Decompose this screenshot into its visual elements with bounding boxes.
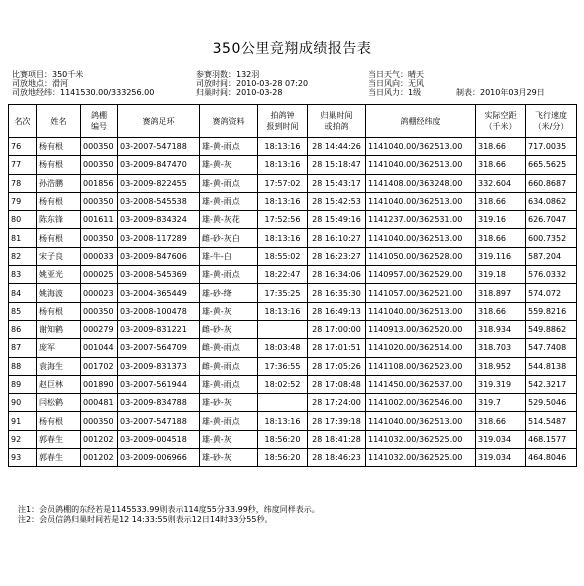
table-cell: 1141450.00/362537.00 [366,375,476,393]
table-cell: 84 [9,284,37,302]
table-cell: 001611 [81,211,118,229]
table-cell: 雄-砂-灰 [200,449,258,467]
table-row [9,430,577,448]
table-cell: 03-2009-831373 [118,357,200,375]
table-cell: 587.204 [526,247,577,265]
table-cell: 542.3217 [526,375,577,393]
table-cell: 000481 [81,394,118,412]
table-cell: 28 15:18:47 [308,156,366,174]
table-header-row [9,105,577,138]
table-cell: 576.0332 [526,266,577,284]
table-row [9,211,577,229]
table-cell: 318.934 [476,320,526,338]
table-cell: 318.703 [476,339,526,357]
col-clock-time: 拍鸽钟 报到时间 [258,105,308,138]
table-cell: 杨有根 [37,229,81,247]
table-cell: 雄-黄-雨点 [200,266,258,284]
table-cell: 626.7047 [526,211,577,229]
table-cell: 529.5046 [526,394,577,412]
table-cell: 318.66 [476,412,526,430]
table-cell: 03-2008-100478 [118,302,200,320]
table-cell: 郭春生 [37,449,81,467]
table-cell: 001856 [81,174,118,192]
table-cell: 28 17:39:18 [308,412,366,430]
table-cell: 雄-黄-雨点 [200,174,258,192]
report-title: 350公里竞翔成绩报告表 [212,41,372,57]
table-cell: 1140957.00/362529.00 [366,266,476,284]
table-cell: 318.66 [476,192,526,210]
footnotes [18,505,320,525]
table-cell: 雄-砂-灰 [200,394,258,412]
table-cell: 28 17:05:26 [308,357,366,375]
table-cell: 雄-黄-雨点 [200,192,258,210]
table-cell: 600.7352 [526,229,577,247]
release-time: 司放时间：2010-03-28 07:20 [196,79,309,88]
table-cell: 28 17:01:51 [308,339,366,357]
release-coords: 司放地经纬：1141530.00/333256.00 [12,88,155,97]
table-cell: 79 [9,192,37,210]
return-date: 归巢时间：2010-03-28 [196,88,283,97]
table-cell: 319.18 [476,266,526,284]
table-cell: 001890 [81,375,118,393]
table-cell: 319.7 [476,394,526,412]
table-cell: 000350 [81,138,118,156]
note-1: 注1：会员鸽棚的东经若是1145533.99则表示114度55分33.99秒，纬度同样表示。 [18,505,320,514]
table-cell: 03-2008-117289 [118,229,200,247]
col-name: 姓名 [37,105,81,138]
table-row [9,320,577,338]
table-cell: 18:13:16 [258,156,308,174]
table-cell: 000350 [81,229,118,247]
table-cell: 雄-黄-灰 [200,302,258,320]
table-cell: 000350 [81,302,118,320]
table-cell: 574.072 [526,284,577,302]
table-cell: 28 18:41:28 [308,430,366,448]
weather: 当日天气：晴天 [368,70,424,79]
table-cell: 03-2009-847470 [118,156,200,174]
table-cell: 547.7408 [526,339,577,357]
col-rank: 名次 [9,105,37,138]
table-cell: 17:36:55 [258,357,308,375]
table-cell: 18:13:16 [258,412,308,430]
table-cell: 28 16:49:13 [308,302,366,320]
table-cell: 03-2009-822455 [118,174,200,192]
race-item: 比赛项目：350千米 [12,70,84,79]
col-distance: 实际空距 （千米） [476,105,526,138]
table-cell: 18:22:47 [258,266,308,284]
table-cell: 001702 [81,357,118,375]
table-cell: 18:56:20 [258,449,308,467]
table-cell: 468.1577 [526,430,577,448]
table-cell: 03-2007-547188 [118,138,200,156]
col-ring: 赛鸽足环 [118,105,200,138]
table-cell: 28 16:23:27 [308,247,366,265]
table-cell: 90 [9,394,37,412]
table-cell: 92 [9,430,37,448]
table-cell: 28 17:24:00 [308,394,366,412]
table-cell: 332.604 [476,174,526,192]
table-cell: 28 16:34:06 [308,266,366,284]
col-arrival: 归巢时间 或拍鸽 [308,105,366,138]
table-cell: 杨有根 [37,192,81,210]
table-cell: 赵巨林 [37,375,81,393]
table-cell: 03-2009-834324 [118,211,200,229]
table-cell: 03-2007-547188 [118,412,200,430]
table-cell: 001202 [81,430,118,448]
wind-force: 当日风力：1级 [368,88,422,97]
table-cell: 03-2008-545369 [118,266,200,284]
table-cell: 庞军 [37,339,81,357]
table-cell: 89 [9,375,37,393]
table-row [9,156,577,174]
table-cell: 319.034 [476,449,526,467]
prepared-date: 制表：2010年03月29日 [456,88,545,97]
table-cell: 1141020.00/362514.00 [366,339,476,357]
table-cell: 319.034 [476,430,526,448]
table-cell: 杨有根 [37,138,81,156]
note-2: 注2：会员信鸽归巢时间若是12 14:33:55则表示12日14时33分55秒。 [18,515,273,524]
table-cell: 雄-黄-灰 [200,156,258,174]
table-cell: 28 17:00:00 [308,320,366,338]
table-cell: 549.8862 [526,320,577,338]
table-cell: 1141408.00/363248.00 [366,174,476,192]
table-cell: 28 16:10:27 [308,229,366,247]
wind-direction: 当日风向：无风 [368,79,424,88]
table-row [9,174,577,192]
table-cell: 80 [9,211,37,229]
table-cell: 03-2009-004518 [118,430,200,448]
table-cell: 85 [9,302,37,320]
table-cell: 28 14:44:26 [308,138,366,156]
table-cell: 袁海生 [37,357,81,375]
table-cell: 000279 [81,320,118,338]
table-row [9,284,577,302]
table-cell: 03-2009-831221 [118,320,200,338]
table-cell: 76 [9,138,37,156]
table-cell: 雌-砂-灰白 [200,229,258,247]
table-cell: 杨有根 [37,302,81,320]
table-cell: 闫松鹤 [37,394,81,412]
table-cell: 1141050.00/362528.00 [366,247,476,265]
table-cell: 514.5487 [526,412,577,430]
table-cell: 17:35:25 [258,284,308,302]
table-cell: 孙浩鹏 [37,174,81,192]
table-cell: 1141032.00/362525.00 [366,449,476,467]
table-row [9,339,577,357]
table-cell: 03-2009-847606 [118,247,200,265]
table-cell: 雄-黄-灰 [200,430,258,448]
table-row [9,302,577,320]
table-row [9,192,577,210]
table-cell: 1141108.00/362523.00 [366,357,476,375]
col-loft-id: 鸽棚 编号 [81,105,118,138]
table-cell: 318.66 [476,229,526,247]
table-cell: 28 16:35:30 [308,284,366,302]
table-cell: 318.952 [476,357,526,375]
table-cell: 001202 [81,449,118,467]
table-cell: 86 [9,320,37,338]
table-cell: 717.0035 [526,138,577,156]
table-cell: 318.66 [476,156,526,174]
table-cell: 杨有根 [37,412,81,430]
table-cell: 1141040.00/362513.00 [366,229,476,247]
table-cell: 82 [9,247,37,265]
table-cell: 18:13:16 [258,192,308,210]
table-cell: 18:55:02 [258,247,308,265]
table-cell: 559.8216 [526,302,577,320]
table-cell: 1141237.00/362531.00 [366,211,476,229]
table-row [9,375,577,393]
table-cell: 28 17:08:48 [308,375,366,393]
col-speed: 飞行速度 （米/分） [526,105,577,138]
table-row [9,138,577,156]
table-cell: 18:13:16 [258,302,308,320]
table-cell: 1141040.00/362513.00 [366,412,476,430]
table-cell: 17:52:56 [258,211,308,229]
table-row [9,266,577,284]
table-cell: 544.8138 [526,357,577,375]
table-cell: 318.66 [476,302,526,320]
table-cell: 宋子良 [37,247,81,265]
table-cell: 28 15:43:17 [308,174,366,192]
table-cell: 姚海波 [37,284,81,302]
table-cell [258,394,308,412]
table-cell: 杨有根 [37,156,81,174]
table-cell: 28 15:42:53 [308,192,366,210]
table-cell: 03-2009-834788 [118,394,200,412]
table-cell: 1140913.00/362520.00 [366,320,476,338]
table-cell: 谢知鹤 [37,320,81,338]
table-cell [258,320,308,338]
table-cell: 雌-砂-灰 [200,320,258,338]
table-cell: 1141032.00/362525.00 [366,430,476,448]
table-cell: 464.8046 [526,449,577,467]
table-cell: 28 15:49:16 [308,211,366,229]
table-cell: 318.66 [476,138,526,156]
table-cell: 陈东锋 [37,211,81,229]
entries-count: 参赛羽数：132羽 [196,70,260,79]
table-cell: 姚亚光 [37,266,81,284]
table-cell: 03-2004-365449 [118,284,200,302]
table-cell: 03-2009-006966 [118,449,200,467]
table-cell: 634.0862 [526,192,577,210]
table-cell: 雌-黄-雨点 [200,339,258,357]
table-cell: 18:13:16 [258,138,308,156]
table-cell: 18:56:20 [258,430,308,448]
table-cell: 001044 [81,339,118,357]
table-cell: 1141057.00/362521.00 [366,284,476,302]
table-row [9,247,577,265]
table-cell: 319.319 [476,375,526,393]
table-row [9,449,577,467]
release-place: 司放地点：滑河 [12,79,68,88]
table-cell: 000033 [81,247,118,265]
table-cell: 319.16 [476,211,526,229]
table-cell: 雄-牛-白 [200,247,258,265]
table-cell: 660.8687 [526,174,577,192]
table-cell: 1141002.00/362546.00 [366,394,476,412]
table-cell: 91 [9,412,37,430]
table-cell: 28 18:46:23 [308,449,366,467]
table-cell: 17:57:02 [258,174,308,192]
table-cell: 雄-黄-雨点 [200,138,258,156]
table-cell: 318.897 [476,284,526,302]
table-cell: 77 [9,156,37,174]
table-cell: 000025 [81,266,118,284]
table-cell: 81 [9,229,37,247]
table-cell: 000350 [81,156,118,174]
table-cell: 78 [9,174,37,192]
table-cell: 雄-黄-雨点 [200,375,258,393]
table-cell: 雌-黄-雨点 [200,357,258,375]
table-cell: 18:13:16 [258,229,308,247]
table-cell: 1141040.00/362513.00 [366,156,476,174]
table-cell: 18:03:48 [258,339,308,357]
table-cell: 1141040.00/362513.00 [366,138,476,156]
table-cell: 郭春生 [37,430,81,448]
table-row [9,229,577,247]
table-cell: 000350 [81,192,118,210]
table-cell: 319.116 [476,247,526,265]
table-cell: 87 [9,339,37,357]
table-row [9,412,577,430]
table-cell: 18:02:52 [258,375,308,393]
col-coords: 鸽棚经纬度 [366,105,476,138]
results-table [8,104,577,467]
table-cell: 03-2008-545538 [118,192,200,210]
table-row [9,394,577,412]
table-cell: 03-2007-561944 [118,375,200,393]
col-pigeon-info: 赛鸽资料 [200,105,258,138]
table-row [9,357,577,375]
table-cell: 雄-黄-灰花 [200,211,258,229]
table-cell: 88 [9,357,37,375]
table-cell: 雄-黄-雨点 [200,412,258,430]
table-cell: 雄-砂-绛 [200,284,258,302]
table-cell: 1141040.00/362513.00 [366,302,476,320]
table-cell: 1141040.00/362513.00 [366,192,476,210]
table-cell: 000350 [81,412,118,430]
table-cell: 83 [9,266,37,284]
table-cell: 665.5625 [526,156,577,174]
table-cell: 03-2007-564709 [118,339,200,357]
table-cell: 93 [9,449,37,467]
table-cell: 000023 [81,284,118,302]
